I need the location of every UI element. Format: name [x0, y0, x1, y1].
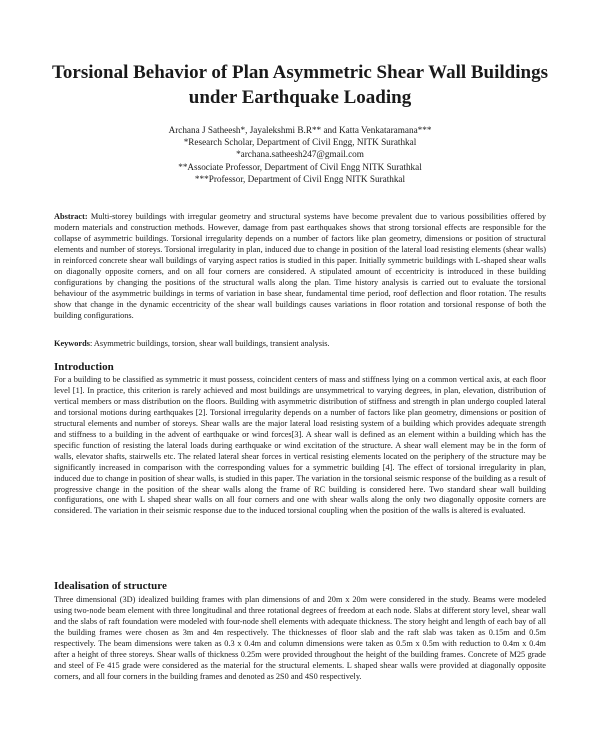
author-names: Archana J Satheesh*, Jayalekshmi B.R** and Katta Venkataramana*** [168, 125, 432, 135]
abstract-label: Abstract: [54, 212, 88, 221]
section-heading-idealisation: Idealisation of structure [54, 580, 167, 592]
keywords-text: : Asymmetric buildings, torsion, shear wall buildings, transient analysis. [89, 339, 330, 348]
paper-title: Torsional Behavior of Plan Asymmetric Shear Wall Buildings under Earthquake Loading [51, 62, 548, 108]
keywords-label: Keywords [54, 339, 90, 348]
abstract-text: Multi-storey buildings with irregular geometry and structural systems have become prevalent due to various possibilities offered by modern materials and construction methods. However, damage from past earthquakes shows that strong torsional effects are responsible for the collapse of asymmetric buildings. Torsional irregularity depends on a number of factors like plan geometry, dimensions or position of structural elements and number of storeys. Torsional irregularity in plan, induced due to change in position of the lateral load resisting elements (shear walls) in reinforced concrete shear wall buildings of varying aspect ratios is studied in this paper. Initially symmetric buildings with L-shaped shear walls on diagonally opposite corners, and on all four corners are considered. A stipulated amount of eccentricity is introduced in these building configurations by changing the positions of the structural walls along the plan. Time history analysis is carried out to evaluate the torsional behaviour of the asymmetric buildings in terms of variation in base shear, fundamental time period, roof deflection and floor rotation. The results show that change in the dynamic eccentricity of the shear wall buildings causes variations in floor rotation and torsional response of both the building configurations. [54, 212, 546, 320]
section-body-introduction: For a building to be classified as symmetric it must possess, coincident centers of mass and stiffness lying on a common vertical axis, at each floor level [1]. In practice, this criterion is rarely achieved and most buildings are unsymmetrical to varying degrees, in plan, elevation, distribution of vertical members or mass distribution on the floors. Building with asymmetric distribution of stiffness and strength in plan undergo coupled lateral and torsional motions during earthquakes [2]. Torsional irregularity depends on a number of factors like plan geometry, dimensions or position of structural elements and number of storeys. Shear walls are the major lateral load resisting system of a building which provides adequate strength and stiffness to a building in the advent of earthquake or wind forces[3]. A shear wall is defined as an element within a building which has the specific function of resisting the lateral loads during earthquake or wind excitation of the structure. A shear wall element may be in the form of walls, elevator shafts, stairwells etc. The related lateral shear forces in vertical resisting elements located on the periphery of the structure may be significantly increased in comparison with the corresponding values for a symmetric building [4]. The effect of torsional irregularity in plan, induced due to change in position of shear walls, is studied in this paper. The variation in the torsional seismic response of the building as a result of progressive change in the position of the shear walls along the frame of RC building is considered here. Two standard shear wall building configurations, one with L shaped shear walls on all four corners and one with shear walls along the only two diagonally opposite corners are considered. The variation in their seismic response due to the induced torsional coupling when the position of the walls is altered is evaluated. [54, 375, 546, 516]
keywords [54, 338, 546, 349]
author-block [60, 124, 540, 185]
section-body-idealisation: Three dimensional (3D) idealized building frames with plan dimensions of and 20m x 20m were considered in the study. Beams were modeled using two-node beam element with three longitudinal and three rotational degrees of freedom at each node. Slabs at different story level, shear wall and the slabs of raft foundation were modeled with four-node shell elements with adequate thickness. The story height and length of each bay of all the building frames were chosen as 3m and 4m respectively. The thicknesses of floor slab and the raft slab was taken as 0.15m and 0.5m respectively. The beam dimensions were taken as 0.3 x 0.4m and column dimensions were taken as 0.5m x 0.5m with reduction to 0.4m x 0.4m after a height of three storeys. Shear walls of thickness 0.25m were provided throughout the height of the building frames. Concrete of M25 grade and steel of Fe 415 grade were considered as the material for the structural elements. L shaped shear walls were provided at diagonally opposite corners, and all four corners in the building frames and denoted as 2S0 and 4S0 respectively. [54, 595, 546, 681]
affiliation-2: **Associate Professor, Department of Civil Engg NITK Surathkal [178, 161, 422, 172]
author-email: *archana.satheesh247@gmail.com [236, 149, 364, 160]
abstract [54, 212, 546, 322]
affiliation-1: *Research Scholar, Department of Civil Engg, NITK Surathkal [183, 137, 417, 148]
affiliation-3: ***Professor, Department of Civil Engg NITK Surathkal [194, 173, 406, 184]
section-heading-introduction: Introduction [54, 361, 114, 373]
